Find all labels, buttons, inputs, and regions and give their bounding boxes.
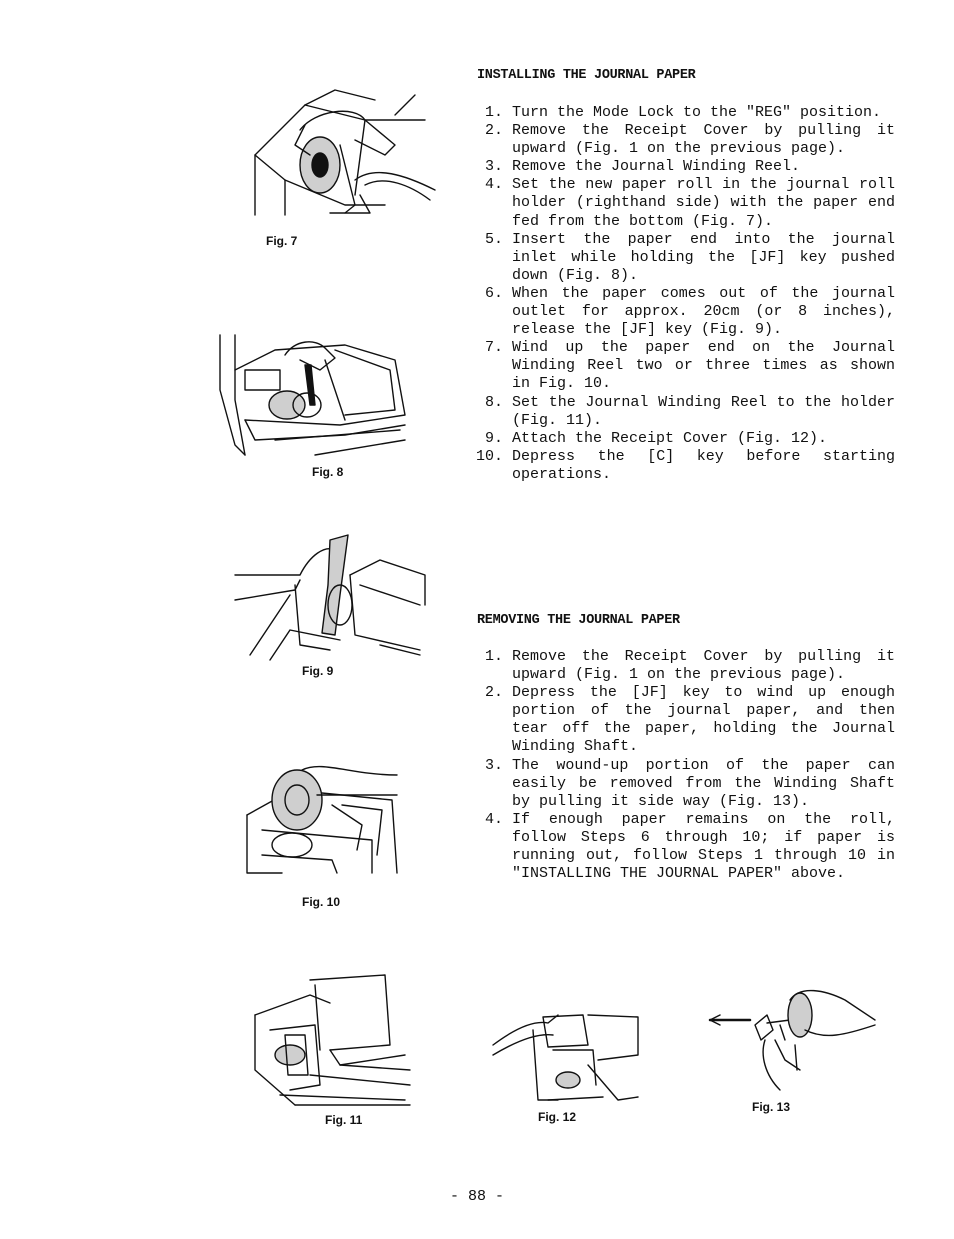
- installing-heading: INSTALLING THE JOURNAL PAPER: [477, 68, 696, 83]
- fig9-caption: Fig. 9: [302, 664, 334, 678]
- removing-steps: [465, 648, 895, 883]
- page-number: - 88 -: [449, 1188, 504, 1205]
- fig11-caption: Fig. 11: [325, 1113, 363, 1127]
- list-item: 2. Depress the [JF] key to wind up enough portion of the journal paper, and then tear off the paper, holding the Journal Winding Shaft.: [484, 684, 895, 756]
- fig7-illustration: [245, 85, 445, 225]
- list-item: 3. Remove the Journal Winding Reel.: [484, 158, 801, 176]
- list-item: 6. When the paper comes out of the journal outlet for approx. 20cm (or 8 inches), release the [JF] key (Fig. 9).: [484, 284, 895, 339]
- fig12-caption: Fig. 12: [538, 1110, 577, 1124]
- fig7-caption: Fig. 7: [266, 234, 298, 248]
- list-item: 5. Insert the paper end into the journal inlet while holding the [JF] key pushed down (Fig. 8).: [484, 230, 895, 284]
- fig13-caption: Fig. 13: [752, 1100, 791, 1114]
- list-item: 4. If enough paper remains on the roll, follow Steps 6 through 10; if paper is running out, follow Steps 1 through 10 in "INSTALLING THE JOURNAL PAPER" above.: [484, 810, 895, 883]
- list-item: 3. The wound-up portion of the paper can easily be removed from the Winding Shaft by pulling it side way (Fig. 13).: [484, 756, 895, 810]
- list-item: 8. Set the Journal Winding Reel to the holder (Fig. 11).: [484, 393, 895, 429]
- fig10-illustration: [242, 755, 402, 880]
- list-item: 1. Turn the Mode Lock to the "REG" position.: [484, 104, 882, 121]
- removing-heading: REMOVING THE JOURNAL PAPER: [477, 613, 680, 628]
- fig11-illustration: [250, 975, 415, 1110]
- list-item: 2. Remove the Receipt Cover by pulling it upward (Fig. 1 on the previous page).: [484, 122, 895, 158]
- fig8-caption: Fig. 8: [312, 465, 344, 479]
- list-item: 7. Wind up the paper end on the Journal Winding Reel two or three times as shown in Fig. 10.: [484, 339, 895, 393]
- list-item: 9. Attach the Receipt Cover (Fig. 12).: [484, 429, 828, 447]
- fig13-illustration: [705, 985, 880, 1095]
- fig9-illustration: [230, 535, 430, 660]
- fig12-illustration: [488, 1005, 643, 1105]
- fig10-caption: Fig. 10: [302, 895, 341, 909]
- installing-steps: [465, 104, 895, 484]
- list-item: 1. Remove the Receipt Cover by pulling it upward (Fig. 1 on the previous page).: [484, 648, 895, 684]
- list-item: 10. Depress the [C] key before starting operations.: [475, 447, 895, 483]
- list-item: 4. Set the new paper roll in the journal roll holder (righthand side) with the paper end fed from the bottom (Fig. 7).: [484, 176, 895, 230]
- fig8-illustration: [215, 330, 415, 465]
